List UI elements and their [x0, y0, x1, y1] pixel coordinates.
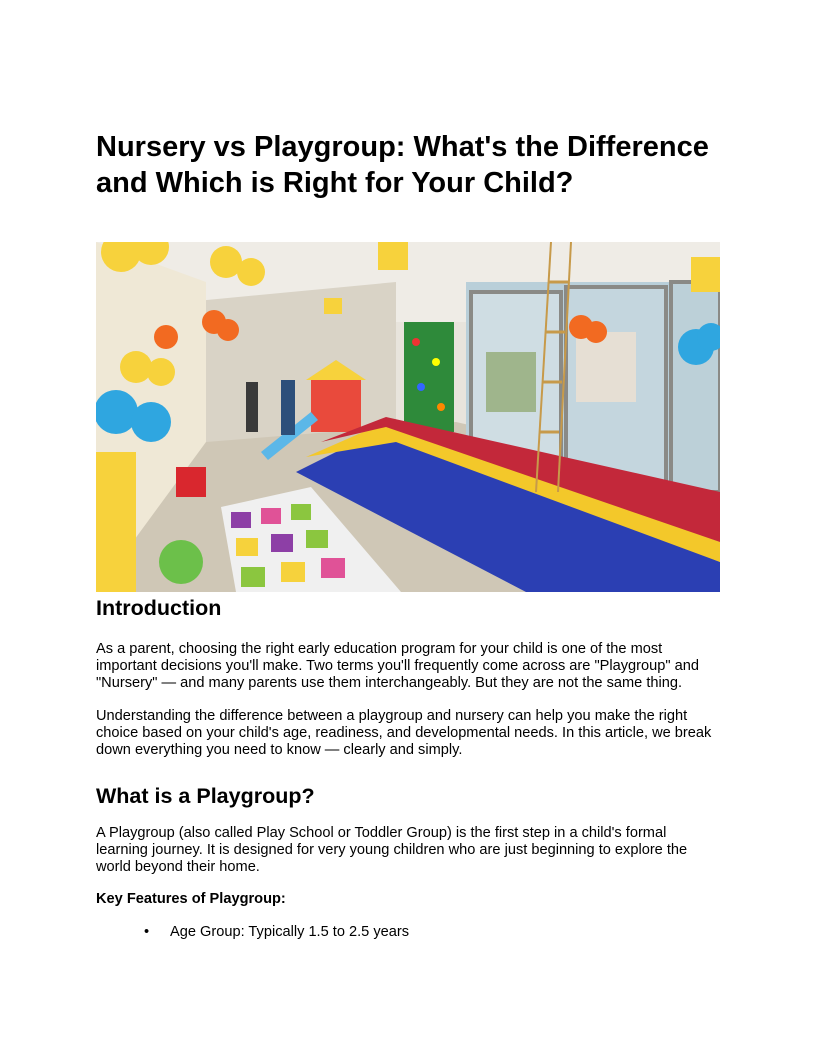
introduction-heading: Introduction — [96, 596, 222, 620]
playroom-photo-icon — [96, 242, 720, 592]
playgroup-features-heading: Key Features of Playgroup: — [96, 891, 286, 907]
playgroup-paragraph-1: A Playgroup (also called Play School or Toddler Group) is the first step in a child's formal learning journey. It is designed for very young children who are just beginning to explore the world beyond their home. — [96, 825, 688, 875]
bullet-marker: • — [144, 924, 150, 940]
feature-age-group: Age Group: Typically 1.5 to 2.5 years — [170, 924, 410, 940]
playgroup-heading: What is a Playgroup? — [96, 784, 315, 808]
introduction-paragraph-2: Understanding the difference between a playgroup and nursery can help you make the right choice based on your child's age, readiness, and developmental needs. In this article, we break down everything you need to know — clearly and simply. — [96, 708, 712, 758]
introduction-paragraph-1: As a parent, choosing the right early education program for your child is one of the most important decisions you'll make. Two terms you'll frequently come across are "Playgroup" and "Nursery" — and many parents use them interchangeably. But they are not the same thing. — [96, 641, 699, 691]
hero-image — [96, 242, 720, 592]
article-title: Nursery vs Playgroup: What's the Difference and Which is Right for Your Child? — [96, 131, 709, 199]
